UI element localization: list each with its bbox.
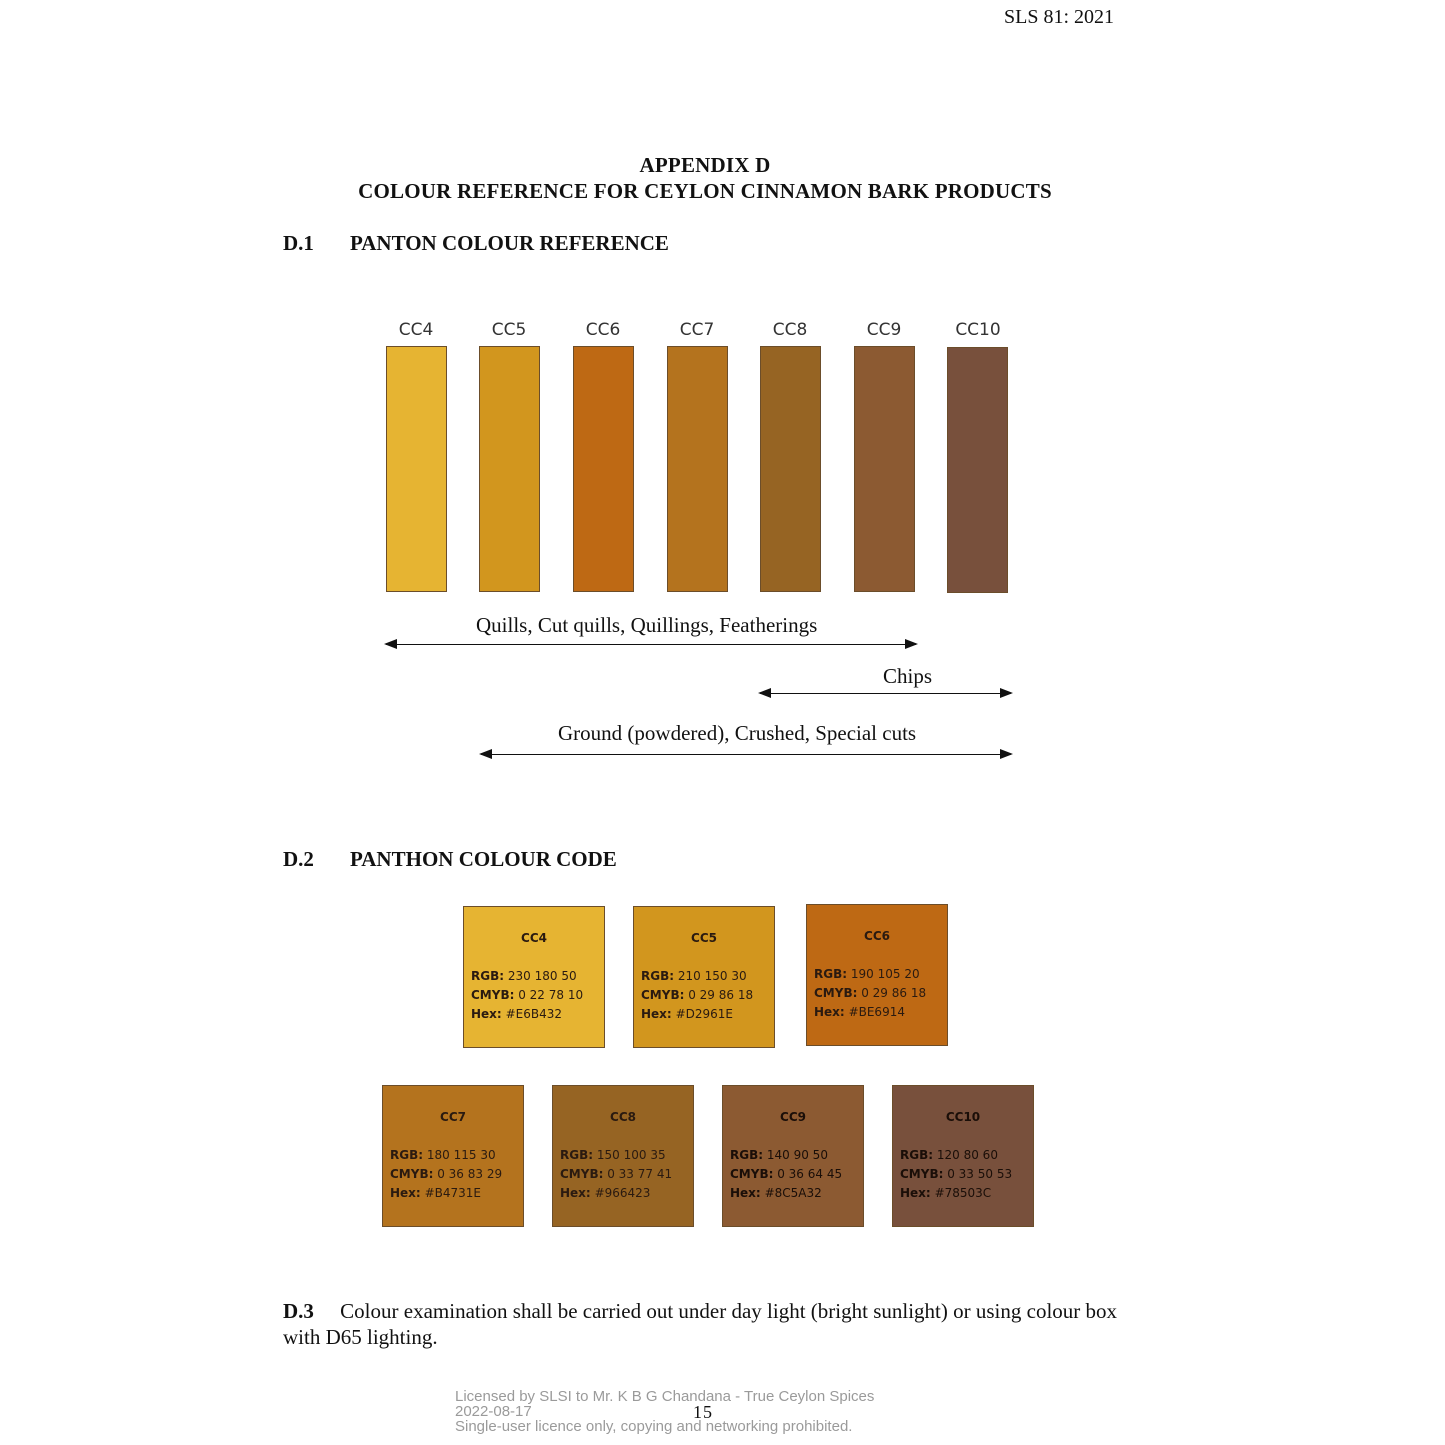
hex-value: #B4731E	[424, 1186, 481, 1200]
code-name: CC8	[610, 1110, 636, 1124]
hex-value: #78503C	[934, 1186, 992, 1200]
code-name: CC10	[945, 1110, 981, 1124]
cmyb-line: CMYB: 0 33 50 53	[900, 1167, 1013, 1181]
hex-value: #BE6914	[848, 1005, 905, 1019]
section-d1-number: D.1	[283, 231, 314, 255]
colour-code-card-cc7	[382, 1085, 524, 1227]
rgb-line: RGB: 190 105 20	[814, 967, 920, 981]
cmyb-line: CMYB: 0 29 86 18	[814, 986, 927, 1000]
colour-code-card-cc4	[463, 906, 605, 1048]
swatch-label-cc6: CC6	[585, 320, 621, 340]
section-d3-text: Colour examination shall be carried out under day light (bright sunlight) or using colour box with D65 lighting.	[283, 1299, 1118, 1349]
range-label-chips: Chips	[883, 664, 933, 688]
swatch-cc7	[667, 346, 728, 592]
code-name: CC4	[521, 931, 547, 945]
rgb-line: RGB: 180 115 30	[390, 1148, 496, 1162]
colour-code-card-cc8	[552, 1085, 694, 1227]
appendix-title: APPENDIX D	[639, 153, 771, 177]
section-d3-number: D.3	[283, 1299, 314, 1323]
cmyb-line: CMYB: 0 36 64 45	[730, 1167, 843, 1181]
rgb-value: 120 80 60	[936, 1148, 998, 1162]
range-label-quills: Quills, Cut quills, Quillings, Featherings	[476, 613, 818, 637]
rgb-value: 180 115 30	[426, 1148, 496, 1162]
rgb-value: 190 105 20	[850, 967, 920, 981]
hex-line: Hex: #8C5A32	[730, 1186, 822, 1200]
hex-line: Hex: #B4731E	[390, 1186, 481, 1200]
rgb-value: 150 100 35	[596, 1148, 666, 1162]
swatch-cc9	[854, 346, 915, 592]
licence-line-1: Licensed by SLSI to Mr. K B G Chandana - True Ceylon Spices	[455, 1388, 875, 1405]
cmyb-value: 0 33 50 53	[947, 1167, 1013, 1181]
licence-line-3: Single-user licence only, copying and networking prohibited.	[455, 1418, 853, 1435]
colour-code-card-cc10	[892, 1085, 1034, 1227]
swatch-cc5	[479, 346, 540, 592]
swatch-cc6	[573, 346, 634, 592]
cmyb-line: CMYB: 0 33 77 41	[560, 1167, 673, 1181]
cmyb-value: 0 29 86 18	[688, 988, 754, 1002]
hex-line: Hex: #BE6914	[814, 1005, 905, 1019]
section-d2-number: D.2	[283, 847, 314, 871]
swatch-label-cc7: CC7	[679, 320, 715, 340]
swatch-label-cc4: CC4	[398, 320, 434, 340]
code-name: CC5	[691, 931, 717, 945]
code-name: CC7	[440, 1110, 466, 1124]
range-label-ground: Ground (powdered), Crushed, Special cuts	[558, 721, 917, 745]
swatch-label-cc9: CC9	[866, 320, 902, 340]
range-arrow-quills	[386, 644, 916, 645]
colour-code-card-cc9	[722, 1085, 864, 1227]
colour-code-card-cc6	[806, 904, 948, 1046]
swatch-cc4	[386, 346, 447, 592]
licence-line-2: 2022-08-17	[455, 1403, 532, 1420]
page-number: 15	[693, 1402, 713, 1422]
cmyb-value: 0 33 77 41	[607, 1167, 673, 1181]
licence-watermark	[455, 1389, 874, 1434]
hex-line: Hex: #E6B432	[471, 1007, 562, 1021]
hex-value: #E6B432	[505, 1007, 562, 1021]
section-d2-title: PANTHON COLOUR CODE	[350, 847, 617, 871]
cmyb-line: CMYB: 0 29 86 18	[641, 988, 754, 1002]
cmyb-line: CMYB: 0 22 78 10	[471, 988, 584, 1002]
cmyb-value: 0 22 78 10	[518, 988, 584, 1002]
hex-value: #966423	[594, 1186, 651, 1200]
hex-line: Hex: #D2961E	[641, 1007, 733, 1021]
rgb-line: RGB: 150 100 35	[560, 1148, 666, 1162]
rgb-line: RGB: 140 90 50	[730, 1148, 828, 1162]
rgb-line: RGB: 230 180 50	[471, 969, 577, 983]
rgb-value: 230 180 50	[507, 969, 577, 983]
swatch-label-cc10: CC10	[955, 320, 1001, 340]
rgb-line: RGB: 120 80 60	[900, 1148, 998, 1162]
cmyb-value: 0 36 83 29	[437, 1167, 503, 1181]
hex-value: #D2961E	[675, 1007, 733, 1021]
document-number: SLS 81: 2021	[1004, 6, 1115, 28]
swatch-label-cc5: CC5	[491, 320, 527, 340]
code-name: CC9	[780, 1110, 806, 1124]
swatch-label-cc8: CC8	[772, 320, 808, 340]
section-d3-paragraph	[283, 1298, 1143, 1350]
hex-value: #8C5A32	[764, 1186, 822, 1200]
cmyb-line: CMYB: 0 36 83 29	[390, 1167, 503, 1181]
hex-line: Hex: #78503C	[900, 1186, 992, 1200]
code-name: CC6	[864, 929, 890, 943]
cmyb-value: 0 29 86 18	[861, 986, 927, 1000]
colour-code-card-cc5	[633, 906, 775, 1048]
cmyb-value: 0 36 64 45	[777, 1167, 843, 1181]
swatch-cc8	[760, 346, 821, 592]
rgb-value: 140 90 50	[766, 1148, 828, 1162]
rgb-line: RGB: 210 150 30	[641, 969, 747, 983]
rgb-value: 210 150 30	[677, 969, 747, 983]
range-arrow-chips	[760, 693, 1011, 694]
hex-line: Hex: #966423	[560, 1186, 651, 1200]
appendix-subtitle: COLOUR REFERENCE FOR CEYLON CINNAMON BARK PRODUCTS	[358, 179, 1052, 203]
swatch-cc10	[947, 347, 1008, 593]
range-arrow-ground	[481, 754, 1011, 755]
section-d1-title: PANTON COLOUR REFERENCE	[350, 231, 669, 255]
